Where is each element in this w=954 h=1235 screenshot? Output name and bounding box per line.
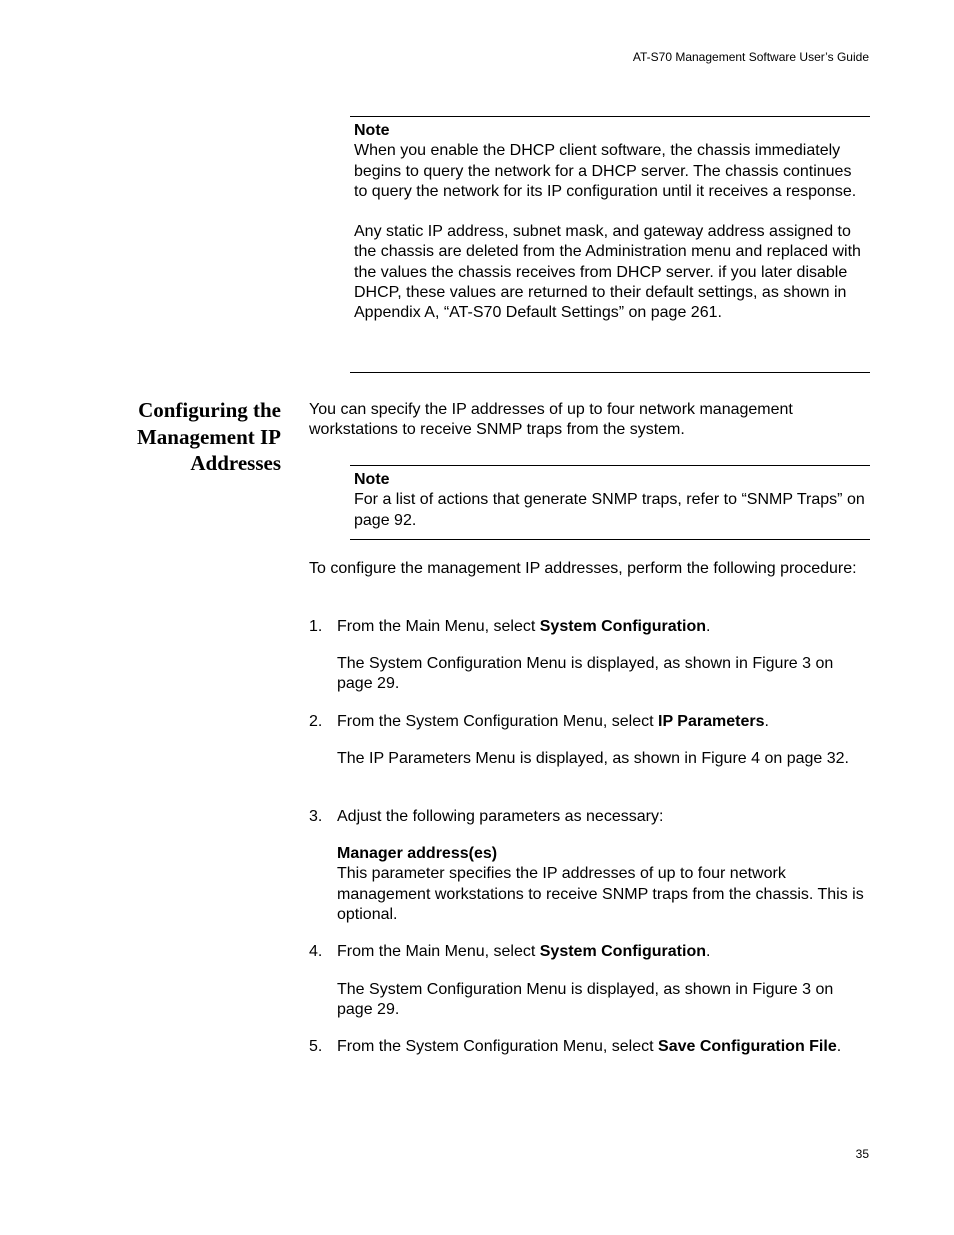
step-result: The System Configuration Menu is displayed, as shown in Figure 3 on page 29. [337, 655, 834, 693]
section-heading-line: Management IP [136, 424, 281, 449]
step-number: 1. [309, 618, 323, 635]
step-text: From the System Configuration Menu, select IP Parameters. [337, 713, 769, 730]
menu-option: Save Configuration File [658, 1038, 837, 1055]
procedure-step [309, 942, 869, 962]
parameter-term: Manager address(es) [337, 845, 498, 862]
note-paragraph: Any static IP address, subnet mask, and gateway address assigned to the chassis are deleted from the Administration menu and replaced with the values the chassis receives from DHCP server. if you later disable DHCP, these values are returned to their default settings, as shown in Appendix A, “AT-S70 Default Settings” on page 261. [354, 223, 861, 322]
procedure-intro: To configure the management IP addresses, perform the following procedure: [309, 560, 857, 577]
note-label: Note [354, 471, 390, 488]
section-intro: You can specify the IP addresses of up to four network management workstations to receive SNMP traps from the system. [309, 401, 793, 439]
step-number: 4. [309, 943, 323, 960]
step-text: From the Main Menu, select System Configuration. [337, 618, 711, 635]
section-heading-line: Addresses [190, 451, 281, 475]
step-number: 3. [309, 808, 323, 825]
section-heading [81, 397, 281, 477]
note-label: Note [354, 122, 390, 139]
procedure-step [309, 617, 869, 637]
page-number: 35 [855, 1147, 869, 1161]
menu-option: IP Parameters [658, 713, 765, 730]
note-paragraph: When you enable the DHCP client software, the chassis immediately begins to query the network for a DHCP server. The chassis continues to query the network for its IP configuration until it receives a response. [354, 142, 857, 200]
procedure-step [309, 807, 869, 827]
step-number: 5. [309, 1038, 323, 1055]
menu-option: System Configuration [539, 618, 706, 635]
step-text: From the System Configuration Menu, select Save Configuration File. [337, 1038, 842, 1055]
section-heading-line: Configuring the [138, 398, 281, 422]
note-box-snmp [350, 465, 870, 540]
running-header: AT-S70 Management Software User’s Guide [632, 50, 869, 64]
step-result: The System Configuration Menu is displayed, as shown in Figure 3 on page 29. [337, 981, 834, 1019]
step-text: From the Main Menu, select System Configuration. [337, 943, 711, 960]
procedure-step [309, 1037, 869, 1057]
parameter-definition [337, 844, 869, 925]
note-paragraph: For a list of actions that generate SNMP traps, refer to “SNMP Traps” on page 92. [354, 491, 865, 529]
procedure-step [309, 712, 869, 732]
parameter-description: This parameter specifies the IP addresses of up to four network management workstations to receive SNMP traps from the chassis. This is optional. [337, 865, 864, 923]
menu-option: System Configuration [539, 943, 706, 960]
note-box-dhcp [350, 116, 870, 373]
step-number: 2. [309, 713, 323, 730]
step-text: Adjust the following parameters as necessary: [337, 808, 664, 825]
step-result: The IP Parameters Menu is displayed, as shown in Figure 4 on page 32. [337, 750, 849, 767]
